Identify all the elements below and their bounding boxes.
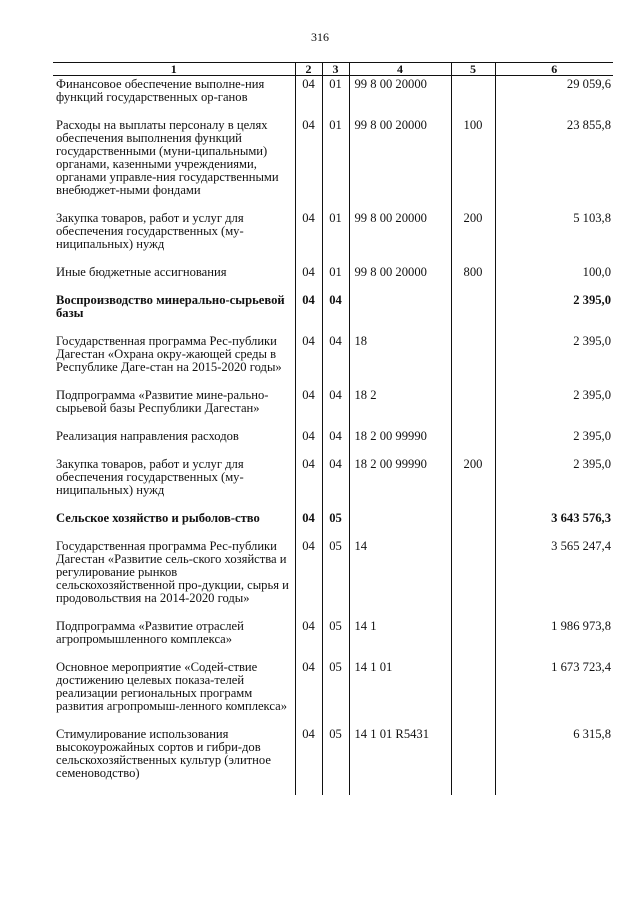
row-target-code: 18 2 00 99990 [349, 458, 451, 512]
row-amount: 29 059,6 [495, 76, 613, 120]
row-subsection-code: 01 [322, 212, 349, 266]
row-amount: 2 395,0 [495, 458, 613, 512]
row-subsection-code: 04 [322, 458, 349, 512]
row-section-code: 04 [295, 266, 322, 294]
column-header: 6 [495, 63, 613, 76]
row-name: Подпрограмма «Развитие мине-рально-сырьевой базы Республики Дагестан» [56, 388, 269, 415]
row-section-code: 04 [295, 294, 322, 335]
row-section-code: 04 [295, 512, 322, 540]
table-row [53, 389, 613, 430]
table-row [53, 76, 613, 120]
table-row [53, 620, 613, 661]
column-header: 3 [322, 63, 349, 76]
row-section-code: 04 [295, 119, 322, 212]
row-subsection-code: 05 [322, 620, 349, 661]
row-name: Финансовое обеспечение выполне-ния функций государственных ор-ганов [56, 77, 265, 104]
table-row [53, 728, 613, 795]
row-section-code: 04 [295, 661, 322, 728]
row-target-code: 18 2 [349, 389, 451, 430]
row-amount: 3 565 247,4 [495, 540, 613, 620]
table-row [53, 119, 613, 212]
row-expense-type: 800 [451, 266, 495, 294]
budget-table [53, 62, 613, 795]
row-expense-type: 200 [451, 212, 495, 266]
table-row [53, 266, 613, 294]
table-row [53, 512, 613, 540]
row-expense-type [451, 620, 495, 661]
row-expense-type [451, 728, 495, 795]
row-section-code: 04 [295, 430, 322, 458]
row-subsection-code: 05 [322, 512, 349, 540]
row-section-code: 04 [295, 540, 322, 620]
row-name: Иные бюджетные ассигнования [56, 265, 227, 279]
row-target-code: 99 8 00 20000 [349, 119, 451, 212]
row-section-code: 04 [295, 728, 322, 795]
row-target-code: 18 2 00 99990 [349, 430, 451, 458]
row-name: Воспроизводство минерально-сырьевой базы [56, 293, 285, 320]
row-subsection-code: 05 [322, 661, 349, 728]
row-amount: 3 643 576,3 [495, 512, 613, 540]
row-name: Подпрограмма «Развитие отраслей агропромышленного комплекса» [56, 619, 244, 646]
row-target-code: 99 8 00 20000 [349, 76, 451, 120]
row-name: Стимулирование использования высокоурожайных сортов и гибри-дов сельскохозяйственных культур (элитное семеноводство) [56, 727, 271, 780]
row-amount: 6 315,8 [495, 728, 613, 795]
row-subsection-code: 04 [322, 389, 349, 430]
row-section-code: 04 [295, 389, 322, 430]
row-amount: 5 103,8 [495, 212, 613, 266]
row-amount: 1 986 973,8 [495, 620, 613, 661]
table-header [53, 63, 613, 76]
row-section-code: 04 [295, 335, 322, 389]
column-header: 4 [349, 63, 451, 76]
row-target-code: 14 1 01 [349, 661, 451, 728]
column-header: 5 [451, 63, 495, 76]
row-expense-type [451, 389, 495, 430]
row-subsection-code: 04 [322, 335, 349, 389]
row-subsection-code: 05 [322, 540, 349, 620]
row-subsection-code: 01 [322, 119, 349, 212]
row-target-code: 18 [349, 335, 451, 389]
row-expense-type [451, 661, 495, 728]
row-subsection-code: 05 [322, 728, 349, 795]
row-target-code: 14 [349, 540, 451, 620]
table-body [53, 76, 613, 796]
row-expense-type [451, 335, 495, 389]
row-name: Реализация направления расходов [56, 429, 239, 443]
row-expense-type [451, 76, 495, 120]
row-amount: 2 395,0 [495, 294, 613, 335]
row-expense-type [451, 430, 495, 458]
column-header: 2 [295, 63, 322, 76]
row-amount: 23 855,8 [495, 119, 613, 212]
table-row [53, 540, 613, 620]
row-target-code: 99 8 00 20000 [349, 212, 451, 266]
row-amount: 100,0 [495, 266, 613, 294]
row-section-code: 04 [295, 212, 322, 266]
row-target-code [349, 512, 451, 540]
header-row [53, 63, 613, 76]
row-name: Основное мероприятие «Содей-ствие достижению целевых показа-телей реализации региональных программ развития агропромыш-ленного комплекса» [56, 660, 287, 713]
table-row [53, 294, 613, 335]
row-subsection-code: 04 [322, 430, 349, 458]
row-section-code: 04 [295, 620, 322, 661]
row-expense-type: 200 [451, 458, 495, 512]
row-target-code: 99 8 00 20000 [349, 266, 451, 294]
row-target-code [349, 294, 451, 335]
row-expense-type [451, 294, 495, 335]
row-name: Закупка товаров, работ и услуг для обеспечения государственных (му-ниципальных) нужд [56, 211, 244, 251]
table-row [53, 212, 613, 266]
row-subsection-code: 01 [322, 266, 349, 294]
row-subsection-code: 04 [322, 294, 349, 335]
row-name: Сельское хозяйство и рыболов-ство [56, 511, 260, 525]
row-expense-type [451, 512, 495, 540]
row-section-code: 04 [295, 76, 322, 120]
row-amount: 2 395,0 [495, 389, 613, 430]
row-amount: 1 673 723,4 [495, 661, 613, 728]
column-header: 1 [53, 63, 295, 76]
row-target-code: 14 1 [349, 620, 451, 661]
row-expense-type: 100 [451, 119, 495, 212]
row-name: Государственная программа Рес-публики Дагестан «Охрана окру-жающей среды в Республике Даге-стан на 2015-2020 годы» [56, 334, 282, 374]
row-name: Расходы на выплаты персоналу в целях обеспечения выполнения функций государственными (муни-ципальными) органами, казенными учреждениями, органами управле-ния государственными внебюджет-ными фондами [56, 118, 279, 197]
row-expense-type [451, 540, 495, 620]
row-name: Государственная программа Рес-публики Дагестан «Развитие сель-ского хозяйства и регулирование рынков сельскохозяйственной про-дукции, сырья и продовольствия на 2014-2020 годы» [56, 539, 289, 605]
table-row [53, 661, 613, 728]
row-name: Закупка товаров, работ и услуг для обеспечения государственных (му-ниципальных) нужд [56, 457, 244, 497]
table-row [53, 335, 613, 389]
row-target-code: 14 1 01 R5431 [349, 728, 451, 795]
row-amount: 2 395,0 [495, 335, 613, 389]
page-number: 316 [311, 30, 329, 44]
table-row [53, 430, 613, 458]
row-subsection-code: 01 [322, 76, 349, 120]
row-section-code: 04 [295, 458, 322, 512]
row-amount: 2 395,0 [495, 430, 613, 458]
table-row [53, 458, 613, 512]
